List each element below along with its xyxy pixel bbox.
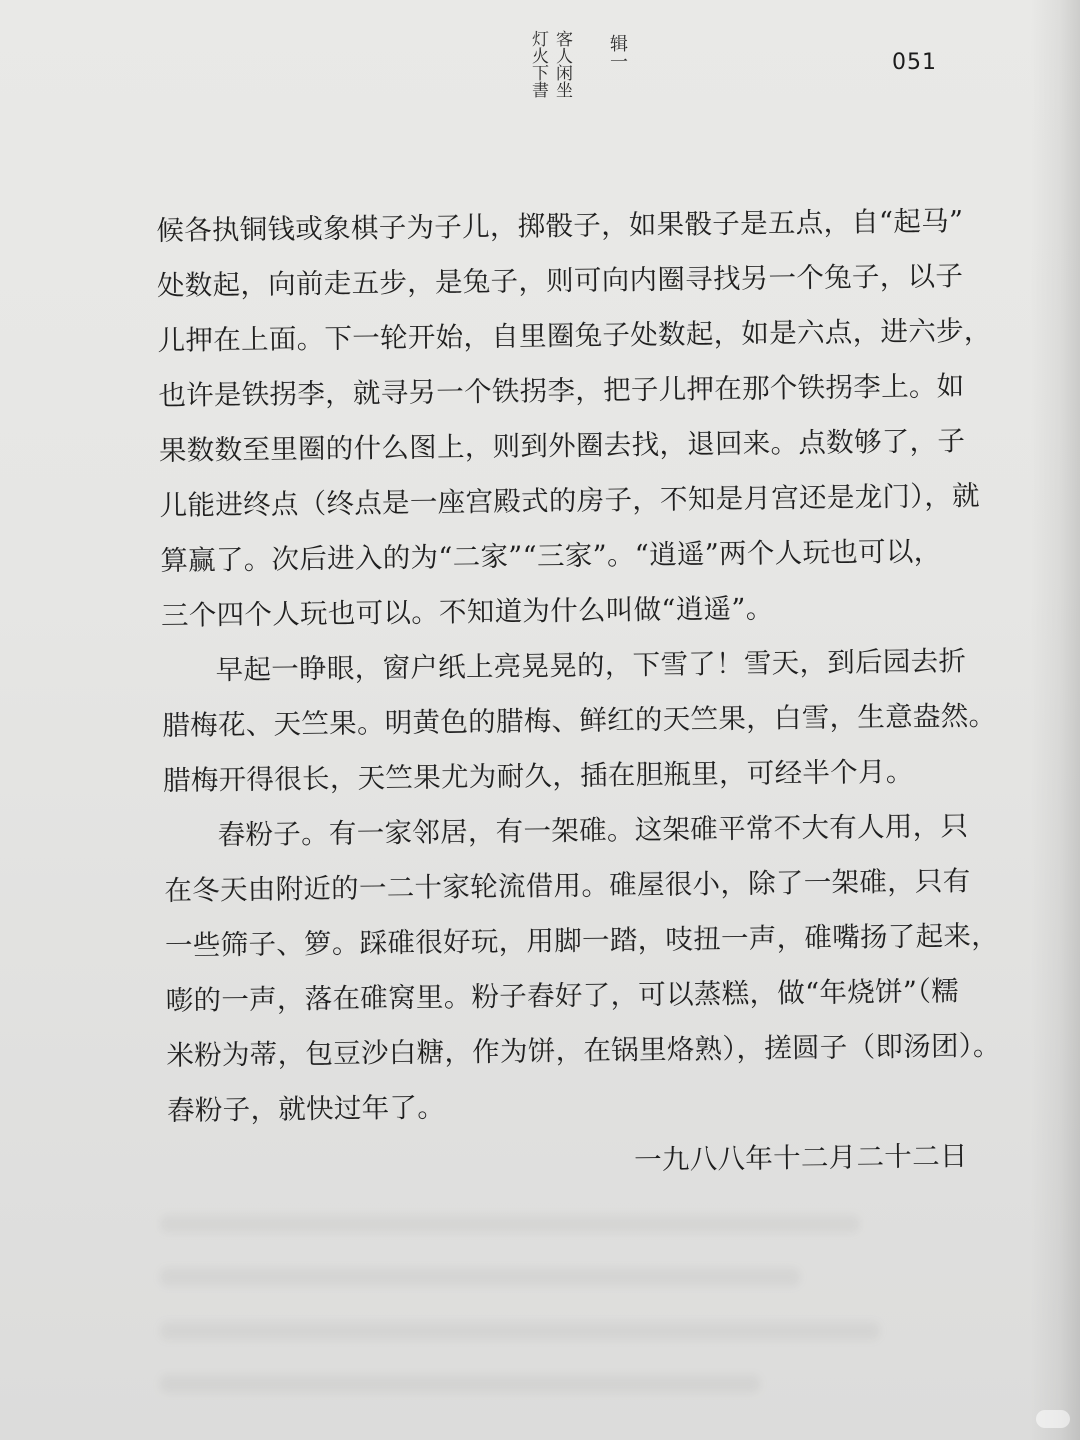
header-seal — [528, 30, 572, 98]
text-line: 在冬天由附近的一二十家轮流借用。碓屋很小，除了一架碓，只有 — [164, 865, 971, 907]
text-line: 嘭的一声，落在碓窝里。粉子舂好了，可以蒸糕，做“年烧饼”（糯 — [165, 975, 960, 1017]
text-line: 儿能进终点（终点是一座宫殿式的房子，不知是月宫还是龙门），就 — [159, 479, 981, 522]
text-line: 儿押在上面。下一轮开始，自里圈兔子处数起，如是六点，进六步， — [157, 314, 992, 357]
text-line: 也许是铁拐李，就寻另一个铁拐李，把子儿押在那个铁拐李上。如 — [158, 370, 965, 412]
watermark-badge — [1036, 1410, 1070, 1428]
text-line: 腊梅花、天竺果。明黄色的腊梅、鲜红的天竺果，白雪，生意盎然。 — [162, 699, 997, 742]
text-line: 一些筛子、箩。踩碓很好玩，用脚一踏，吱扭一声，碓嘴扬了起来， — [164, 919, 1000, 962]
date-signature: 一九八八年十二月二十二日 — [633, 1140, 968, 1177]
text-line: 三个四个人玩也可以。不知道为什么叫做“逍遥”。 — [160, 592, 774, 632]
text-line: 腊梅开得很长，天竺果尤为耐久，插在胆瓶里，可经半个月。 — [162, 755, 914, 797]
page-edge-shadow — [1030, 0, 1080, 1440]
text-line: 米粉为蒂，包豆沙白糖，作为饼，在锅里烙熟），搓圆子（即汤团）。 — [166, 1029, 1001, 1072]
text-line: 处数起，向前走五步，是兔子，则可向内圈寻找另一个兔子，以子 — [156, 260, 964, 302]
show-through-text — [160, 1215, 860, 1233]
text-line: 果数数至里圈的什么图上，则到外圈去找，退回来。点数够了，子 — [158, 425, 966, 467]
show-through-text — [160, 1322, 880, 1340]
page-number: 051 — [892, 50, 937, 75]
seal-column-right: 客人闲坐 — [552, 30, 572, 98]
show-through-text — [160, 1375, 760, 1393]
seal-column-left: 灯火下書 — [528, 30, 548, 98]
show-through-text — [160, 1268, 800, 1286]
body-text — [156, 194, 1001, 1194]
text-line: 候各执铜钱或象棋子为子儿，掷骰子，如果骰子是五点，自“起马” — [156, 205, 964, 247]
paragraph-start-line: 早起一睁眼，窗户纸上亮晃晃的，下雪了！雪天，到后园去折 — [215, 645, 967, 687]
text-line: 算赢了。次后进入的为“二家”“三家”。“逍遥”两个人玩也可以， — [160, 535, 942, 577]
paragraph-start-line: 舂粉子。有一家邻居，有一架碓。这架碓平常不大有人用，只 — [217, 810, 969, 852]
section-mark: 辑一 — [607, 34, 628, 70]
text-line: 舂粉子，就快过年了。 — [166, 1091, 446, 1127]
